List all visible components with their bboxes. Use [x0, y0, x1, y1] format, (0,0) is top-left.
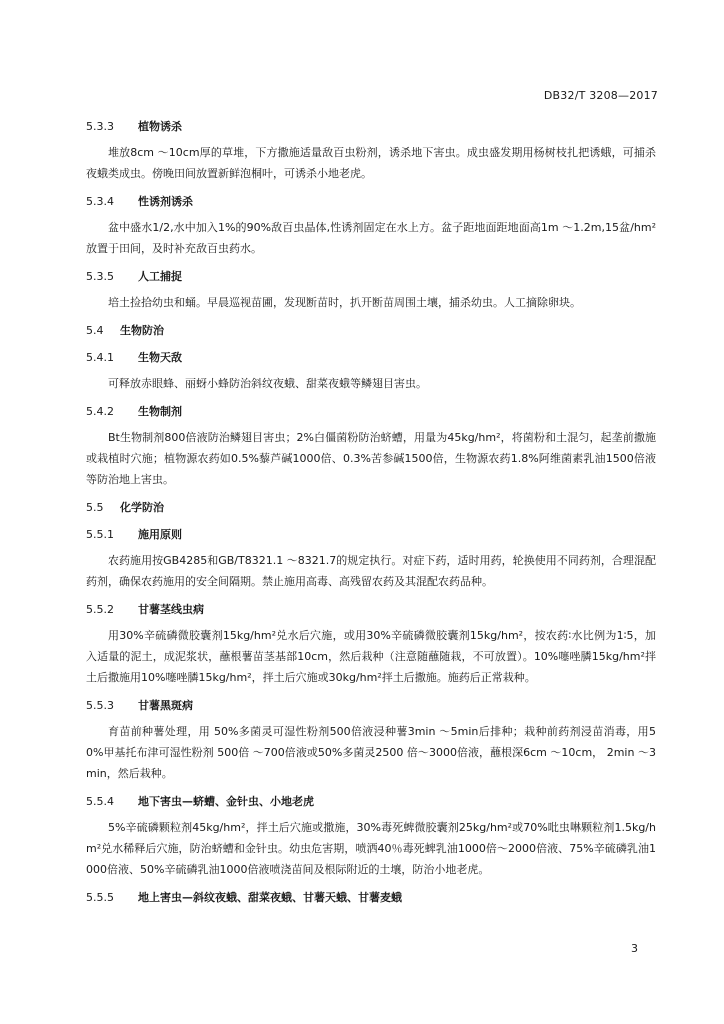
page-number: 3 — [631, 942, 638, 955]
section-title: 生物制剂 — [138, 405, 182, 418]
section-paragraph: 盆中盛水1/2,水中加入1%的90%敌百虫晶体,性诱剂固定在水上方。盆子距地面距地面高1m ～1.2m,15盆/hm²放置于田间，及时补充敌百虫药水。 — [86, 221, 656, 255]
section-number: 5.5.5 — [86, 891, 114, 904]
section-heading — [86, 188, 656, 215]
section-title: 人工捕捉 — [138, 270, 182, 283]
document-body — [86, 113, 656, 911]
section-heading — [86, 344, 656, 371]
section-paragraph: 5%辛硫磷颗粒剂45kg/hm²，拌土后穴施或撒施，30%毒死蜱微胶囊剂25kg/hm²或70%吡虫啉颗粒剂1.5kg/hm²兑水稀释后穴施，防治蛴螬和金针虫。幼虫危害期，喷洒40％毒死蜱乳油1000倍～2000倍液、75%辛硫磷乳油1000倍液、50%辛硫磷乳油1000倍液喷浇苗间及根际附近的土壤，防治小地老虎。 — [86, 821, 656, 876]
section-title: 生物防治 — [120, 324, 164, 337]
section-number: 5.5.1 — [86, 528, 114, 541]
section-number: 5.5.2 — [86, 603, 114, 616]
section-title: 化学防治 — [120, 501, 164, 514]
section-title: 地下害虫—蛴螬、金针虫、小地老虎 — [138, 795, 314, 808]
section-title: 施用原则 — [138, 528, 182, 541]
section-number: 5.4.1 — [86, 351, 114, 364]
section-heading — [86, 494, 656, 521]
section-heading — [86, 788, 656, 815]
section-heading — [86, 317, 656, 344]
section-heading — [86, 596, 656, 623]
section-number: 5.5 — [86, 501, 104, 514]
section-number: 5.4.2 — [86, 405, 114, 418]
section-number: 5.5.3 — [86, 699, 114, 712]
section-number: 5.3.3 — [86, 120, 114, 133]
section-paragraph: 可释放赤眼蜂、丽蚜小蜂防治斜纹夜蛾、甜菜夜蛾等鳞翅目害虫。 — [108, 377, 427, 390]
section-heading — [86, 884, 656, 911]
section-number: 5.3.4 — [86, 195, 114, 208]
section-paragraph: 农药施用按GB4285和GB/T8321.1 ～8321.7的规定执行。对症下药，适时用药，轮换使用不同药剂，合理混配药剂，确保农药施用的安全间隔期。禁止施用高毒、高残留农药及其混配农药品种。 — [86, 554, 656, 588]
section-title: 甘薯茎线虫病 — [138, 603, 204, 616]
section-paragraph: 培土捡拾幼虫和蛹。早晨巡视苗圃，发现断苗时，扒开断苗周围土壤，捕杀幼虫。人工摘除卵块。 — [108, 296, 581, 309]
standard-number: DB32/T 3208—2017 — [543, 89, 658, 102]
section-number: 5.4 — [86, 324, 104, 337]
section-title: 性诱剂诱杀 — [138, 195, 193, 208]
section-paragraph: 育苗前种薯处理，用 50%多菌灵可湿性粉剂500倍液浸种薯3min ～5min后排种；栽种前药剂浸苗消毒，用50%甲基托布津可湿性粉剂 500倍 ～700倍液或50%多菌灵2500 倍～3000倍液，蘸根深6cm ～10cm， 2min ～3min，然后栽种。 — [86, 725, 656, 780]
section-title: 地上害虫—斜纹夜蛾、甜菜夜蛾、甘薯天蛾、甘薯麦蛾 — [138, 891, 402, 904]
section-number: 5.5.4 — [86, 795, 114, 808]
section-heading — [86, 263, 656, 290]
section-number: 5.3.5 — [86, 270, 114, 283]
section-paragraph: 用30%辛硫磷微胶囊剂15kg/hm²兑水后穴施，或用30%辛硫磷微胶囊剂15kg/hm²，按农药∶水比例为1∶5，加入适量的泥土，成泥浆状，蘸根薯苗茎基部10cm，然后栽种（注意随蘸随栽，不可放置）。10%噻唑膦15kg/hm²拌土后撒施用10%噻唑膦15kg/hm²，拌土后穴施或30kg/hm²拌土后撒施。施药后正常栽种。 — [86, 629, 656, 684]
section-paragraph: 堆放8cm ～10cm厚的草堆，下方撒施适量敌百虫粉剂，诱杀地下害虫。成虫盛发期用杨树枝扎把诱蛾，可捕杀夜蛾类成虫。傍晚田间放置新鲜泡桐叶，可诱杀小地老虎。 — [86, 146, 656, 180]
section-title: 生物天敌 — [138, 351, 182, 364]
section-heading — [86, 521, 656, 548]
section-heading — [86, 398, 656, 425]
section-title: 植物诱杀 — [138, 120, 182, 133]
section-heading — [86, 692, 656, 719]
section-title: 甘薯黑斑病 — [138, 699, 193, 712]
section-paragraph: Bt生物制剂800倍液防治鳞翅目害虫；2%白僵菌粉防治蛴螬，用量为45kg/hm²，将菌粉和土混匀，起垄前撒施或栽植时穴施；植物源农药如0.5%藜芦碱1000倍、0.3%苦参碱1500倍，生物源农药1.8%阿维菌素乳油1500倍液等防治地上害虫。 — [86, 431, 656, 486]
section-heading — [86, 113, 656, 140]
